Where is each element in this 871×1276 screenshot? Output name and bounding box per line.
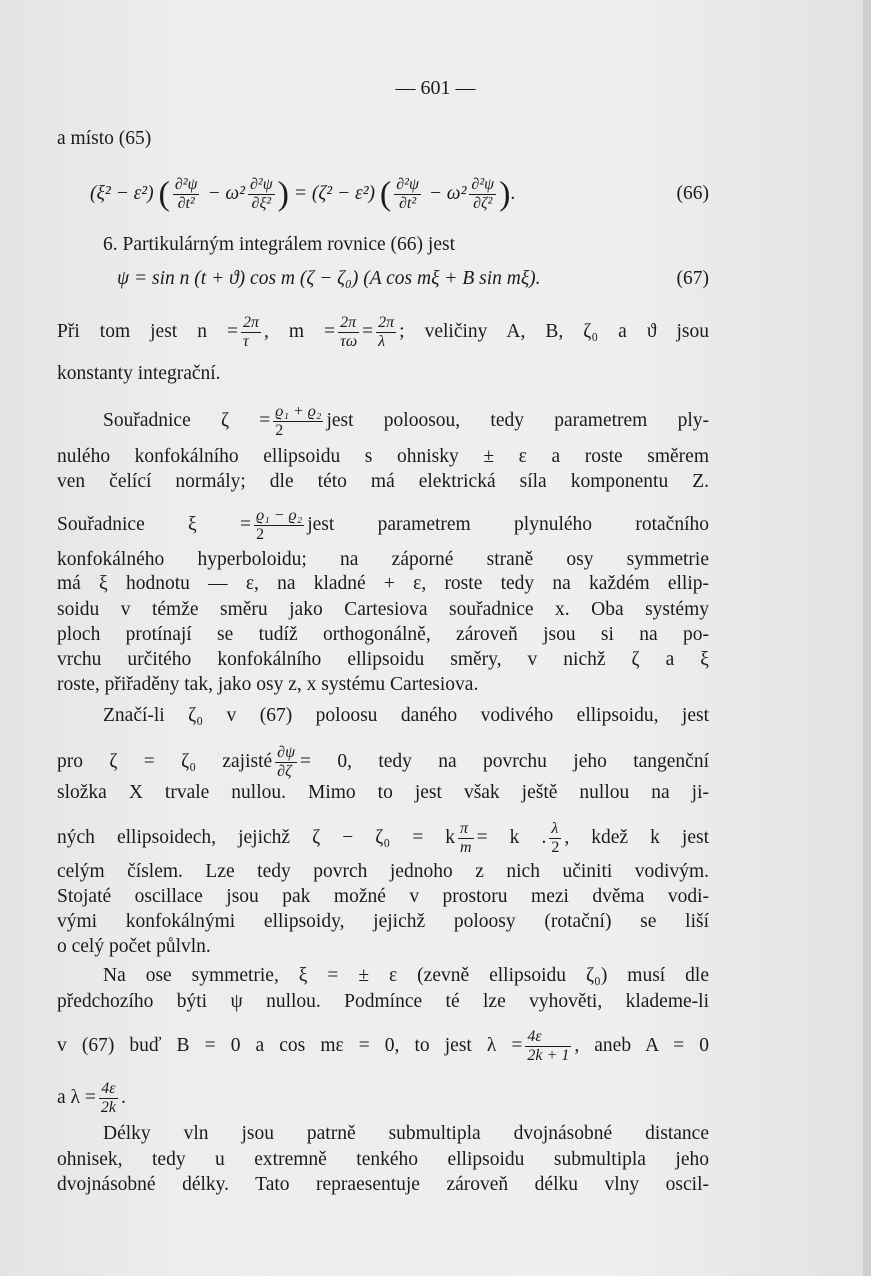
- eq66-mid: = (ζ² − ε²): [293, 182, 376, 204]
- omega-term: − ω²: [207, 182, 245, 204]
- frac-den: 2k: [100, 1099, 116, 1116]
- frac-den: λ: [378, 333, 386, 350]
- text-span: a λ =: [57, 1086, 96, 1108]
- text-line-8: nulého konfokálního ellipsoidu s ohnisky ± ε a roste směrem: [57, 446, 709, 467]
- page-edge-shadow: [863, 0, 871, 1276]
- frac-num: ϱ₁ + ϱ₂: [275, 403, 322, 420]
- frac-den: ∂ξ²: [251, 195, 272, 212]
- frac-den: τ: [243, 333, 249, 350]
- text-line-25: Na ose symmetrie, ξ = ± ε (zevně ellipsoidu ζ₀) musí dle: [103, 965, 709, 986]
- text-span: Souřadnice ξ =: [57, 513, 252, 535]
- frac-num: ∂²ψ: [250, 176, 273, 193]
- frac-num: 4ε: [99, 1080, 118, 1099]
- equation-67: ψ = sin n (t + ϑ) cos m (ζ − ζ₀) (A cos mξ + B sin mξ).: [117, 268, 541, 289]
- text-line-24: o celý počet půlvln.: [57, 936, 211, 957]
- page-number: — 601 —: [395, 77, 476, 99]
- frac-num: ∂ψ: [277, 744, 296, 761]
- text-line-19: složka X trvale nullou. Mimo to jest však ještě nullou na ji-: [57, 782, 709, 803]
- frac-den: 2: [256, 526, 265, 543]
- text-line-21: celým číslem. Lze tedy povrch jednoho z nich učiniti vodivým.: [57, 861, 709, 882]
- text-span: jest poloosou, tedy parametrem ply-: [326, 409, 709, 431]
- text-line-22: Stojaté oscillace jsou pak možné v prostoru mezi dvěma vodi-: [57, 886, 709, 907]
- omega-term: − ω²: [428, 182, 467, 204]
- text-span: , m =: [264, 320, 336, 342]
- text-line-14: ploch protínají se tudíž orthogonálně, zároveň jsou si na po-: [57, 624, 709, 645]
- frac-den: ∂t²: [398, 195, 417, 212]
- text-line-29: Délky vln jsou patrně submultipla dvojnásobné distance: [103, 1123, 709, 1144]
- text-line-31: dvojnásobné délky. Tato repraesentuje zároveň délku vlny oscil-: [57, 1174, 709, 1195]
- text-line-1: a místo (65): [57, 128, 152, 149]
- text-line-11: konfokálného hyperboloidu; na záporné straně osy symmetrie: [57, 549, 709, 570]
- frac-den: ∂ζ²: [473, 195, 493, 212]
- text-line-26: předchozího býti ψ nullou. Podmínce té lze vyhověti, klademe-li: [57, 991, 709, 1012]
- frac-num: ∂²ψ: [396, 176, 419, 193]
- text-line-15: vrchu určitého konfokálního ellipsoidu směry, v nichž ζ a ξ: [57, 649, 709, 670]
- frac-num: 2π: [378, 314, 395, 331]
- text-span: Při tom jest n =: [57, 320, 239, 342]
- text-line-7: [103, 403, 709, 440]
- frac-num: 2π: [243, 314, 260, 331]
- text-line-12: má ξ hodnotu — ε, na kladné + ε, roste tedy na každém ellip-: [57, 573, 709, 594]
- equation-66: (ξ² − ε²) ( $\frac{\text{∂²ψ}}{\text{∂t²}}$ − ω² $\frac{\text{∂²ψ}}{\text{∂ξ²}}$ ) = (ζ² − ε²) ( $\frac{\text{∂²ψ}}{\text{∂t²}}$ − ω² $\frac{\text{∂²ψ}}{\text{∂ζ²}}$ ).: [90, 175, 516, 213]
- frac-num: λ: [549, 820, 561, 839]
- frac-den: 2k + 1: [527, 1047, 570, 1064]
- text-span: Souřadnice ζ =: [103, 409, 271, 431]
- frac-den: 2: [275, 422, 284, 439]
- text-line-30: ohnisek, tedy u extremně tenkého ellipsoidu submultipla jeho: [57, 1149, 709, 1170]
- frac-den: m: [460, 839, 472, 856]
- frac-den: ∂t²: [177, 195, 195, 212]
- text-line-3: 6. Partikulárným integrálem rovnice (66) jest: [103, 234, 455, 255]
- frac-den: τω: [340, 333, 358, 350]
- text-line-6: konstanty integrační.: [57, 363, 221, 384]
- text-span: pro ζ = ζ₀ zajisté: [57, 750, 273, 772]
- eq66-left: (ξ² − ε²): [90, 182, 154, 204]
- text-line-13: soidu v témže směru jako Cartesiova souřadnice x. Oba systémy: [57, 599, 709, 620]
- equation-label-66: (66): [676, 183, 709, 204]
- text-span: = k .: [476, 826, 547, 848]
- text-line-16: roste, přiřaděny tak, jako osy z, x systému Cartesiova.: [57, 674, 479, 695]
- text-span: ; veličiny A, B, ζ₀ a ϑ jsou: [399, 320, 710, 342]
- text-line-28: a λ = $\frac{4\varepsilon}{2k}$ .: [57, 1080, 126, 1116]
- text-line-23: vými konfokálnými ellipsoidy, jejichž poloosy (rotační) se liší: [57, 911, 709, 932]
- frac-num: 2π: [338, 314, 359, 333]
- equation-label-67: (67): [676, 268, 709, 289]
- text-line-5: [57, 314, 709, 351]
- text-line-18: [57, 744, 709, 781]
- text-span: , kdež k jest: [564, 826, 709, 848]
- text-line-9: ven čelící normály; dle této má elektrická síla komponentu Z.: [57, 471, 709, 492]
- text-line-10: [57, 507, 709, 544]
- frac-num: 4ε: [525, 1028, 571, 1047]
- frac-num: π: [458, 820, 474, 839]
- frac-den: ∂ζ: [277, 763, 292, 780]
- text-line-27: [57, 1028, 709, 1065]
- text-span: = 0, tedy na povrchu jeho tangenční: [300, 750, 710, 772]
- text-span: jest parametrem plynulého rotačního: [307, 513, 709, 535]
- frac-num: ∂²ψ: [471, 176, 495, 193]
- text-span: ných ellipsoidech, jejichž ζ − ζ₀ = k: [57, 826, 456, 848]
- text-span: , aneb A = 0: [574, 1034, 709, 1056]
- text-span: v (67) buď B = 0 a cos mε = 0, to jest λ =: [57, 1034, 523, 1056]
- frac-num: ∂²ψ: [174, 176, 198, 193]
- frac-num: ϱ₁ − ϱ₂: [256, 507, 303, 524]
- frac-den: 2: [551, 839, 560, 856]
- text-line-17: Značí-li ζ₀ v (67) poloosu daného vodivého ellipsoidu, jest: [103, 705, 709, 726]
- text-line-20: [57, 820, 709, 857]
- text-span: =: [362, 320, 374, 342]
